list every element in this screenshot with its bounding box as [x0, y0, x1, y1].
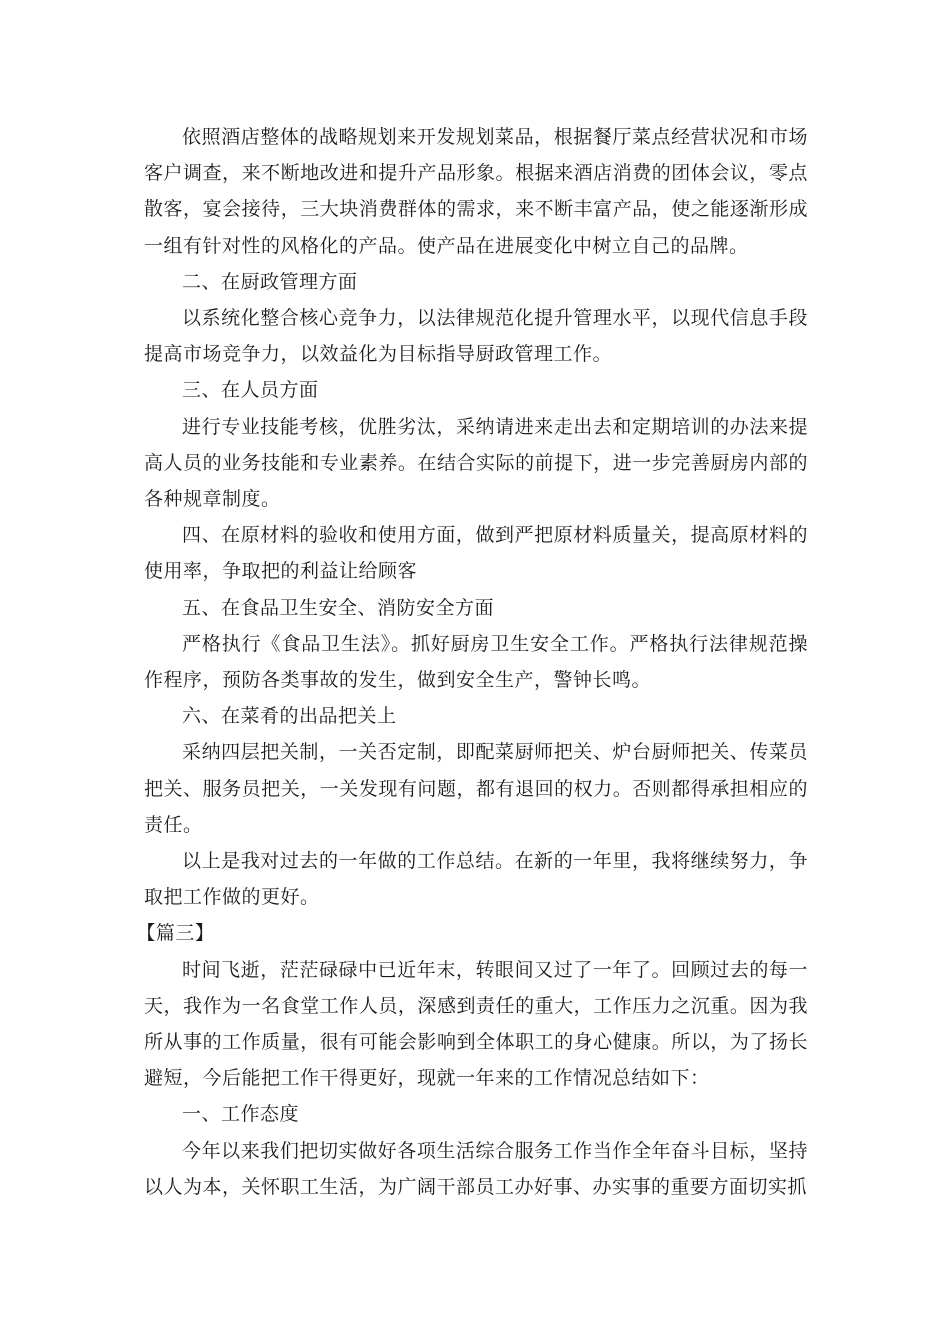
heading-dish-quality: 六、在菜肴的出品把关上: [182, 705, 397, 728]
heading-personnel: 三、在人员方面: [182, 379, 319, 402]
heading-kitchen-management: 二、在厨政管理方面: [182, 270, 358, 293]
paragraph-dish-quality: 采纳四层把关制，一关否定制，即配菜厨师把关、炉台厨师把关、传菜员把关、服务员把关，一关发现有问题，都有退回的权力。否则都得承担相应的责任。: [144, 741, 808, 836]
section-marker-part-three: 【篇三】: [136, 922, 215, 945]
document-page: [136, 119, 808, 1205]
paragraph-work-attitude: 今年以来我们把切实做好各项生活综合服务工作当作全年奋斗目标，坚持以人为本，关怀职工生活，为广阔干部员工办好事、办实事的重要方面切实抓: [144, 1139, 808, 1198]
paragraph-intro-part-three: 时间飞逝，茫茫碌碌中已近年末，转眼间又过了一年了。回顾过去的每一天，我作为一名食堂工作人员，深感到责任的重大，工作压力之沉重。因为我所从事的工作质量，很有可能会影响到全体职工的身心健康。所以，为了扬长避短，今后能把工作干得更好，现就一年来的工作情况总结如下：: [144, 958, 808, 1090]
paragraph-raw-materials: 四、在原材料的验收和使用方面，做到严把原材料质量关，提高原材料的使用率，争取把的利益让给顾客: [144, 524, 808, 583]
paragraph-food-safety: 严格执行《食品卫生法》。抓好厨房卫生安全工作。严格执行法律规范操作程序，预防各类事故的发生，做到安全生产，警钟长鸣。: [144, 632, 808, 692]
heading-work-attitude: 一、工作态度: [182, 1103, 300, 1126]
paragraph-conclusion: 以上是我对过去的一年做的工作总结。在新的一年里，我将继续努力，争取把工作做的更好。: [144, 850, 808, 909]
paragraph-kitchen-management: 以系统化整合核心竞争力，以法律规范化提升管理水平，以现代信息手段提高市场竞争力，以效益化为目标指导厨政管理工作。: [144, 307, 808, 366]
paragraph-personnel: 进行专业技能考核，优胜劣汰，采纳请进来走出去和定期培训的办法来提高人员的业务技能和专业素养。在结合实际的前提下，进一步完善厨房内部的各种规章制度。: [144, 415, 808, 511]
heading-food-safety: 五、在食品卫生安全、消防安全方面: [182, 596, 495, 619]
paragraph-product-development: 依照酒店整体的战略规划来开发规划菜品，根据餐厅菜点经营状况和市场客户调查，来不断地改进和提升产品形象。根据来酒店消费的团体会议，零点散客，宴会接待，三大块消费群体的需求，来不断丰富产品，使之能逐渐形成一组有针对性的风格化的产品。使产品在进展变化中树立自己的品牌。: [144, 126, 808, 257]
